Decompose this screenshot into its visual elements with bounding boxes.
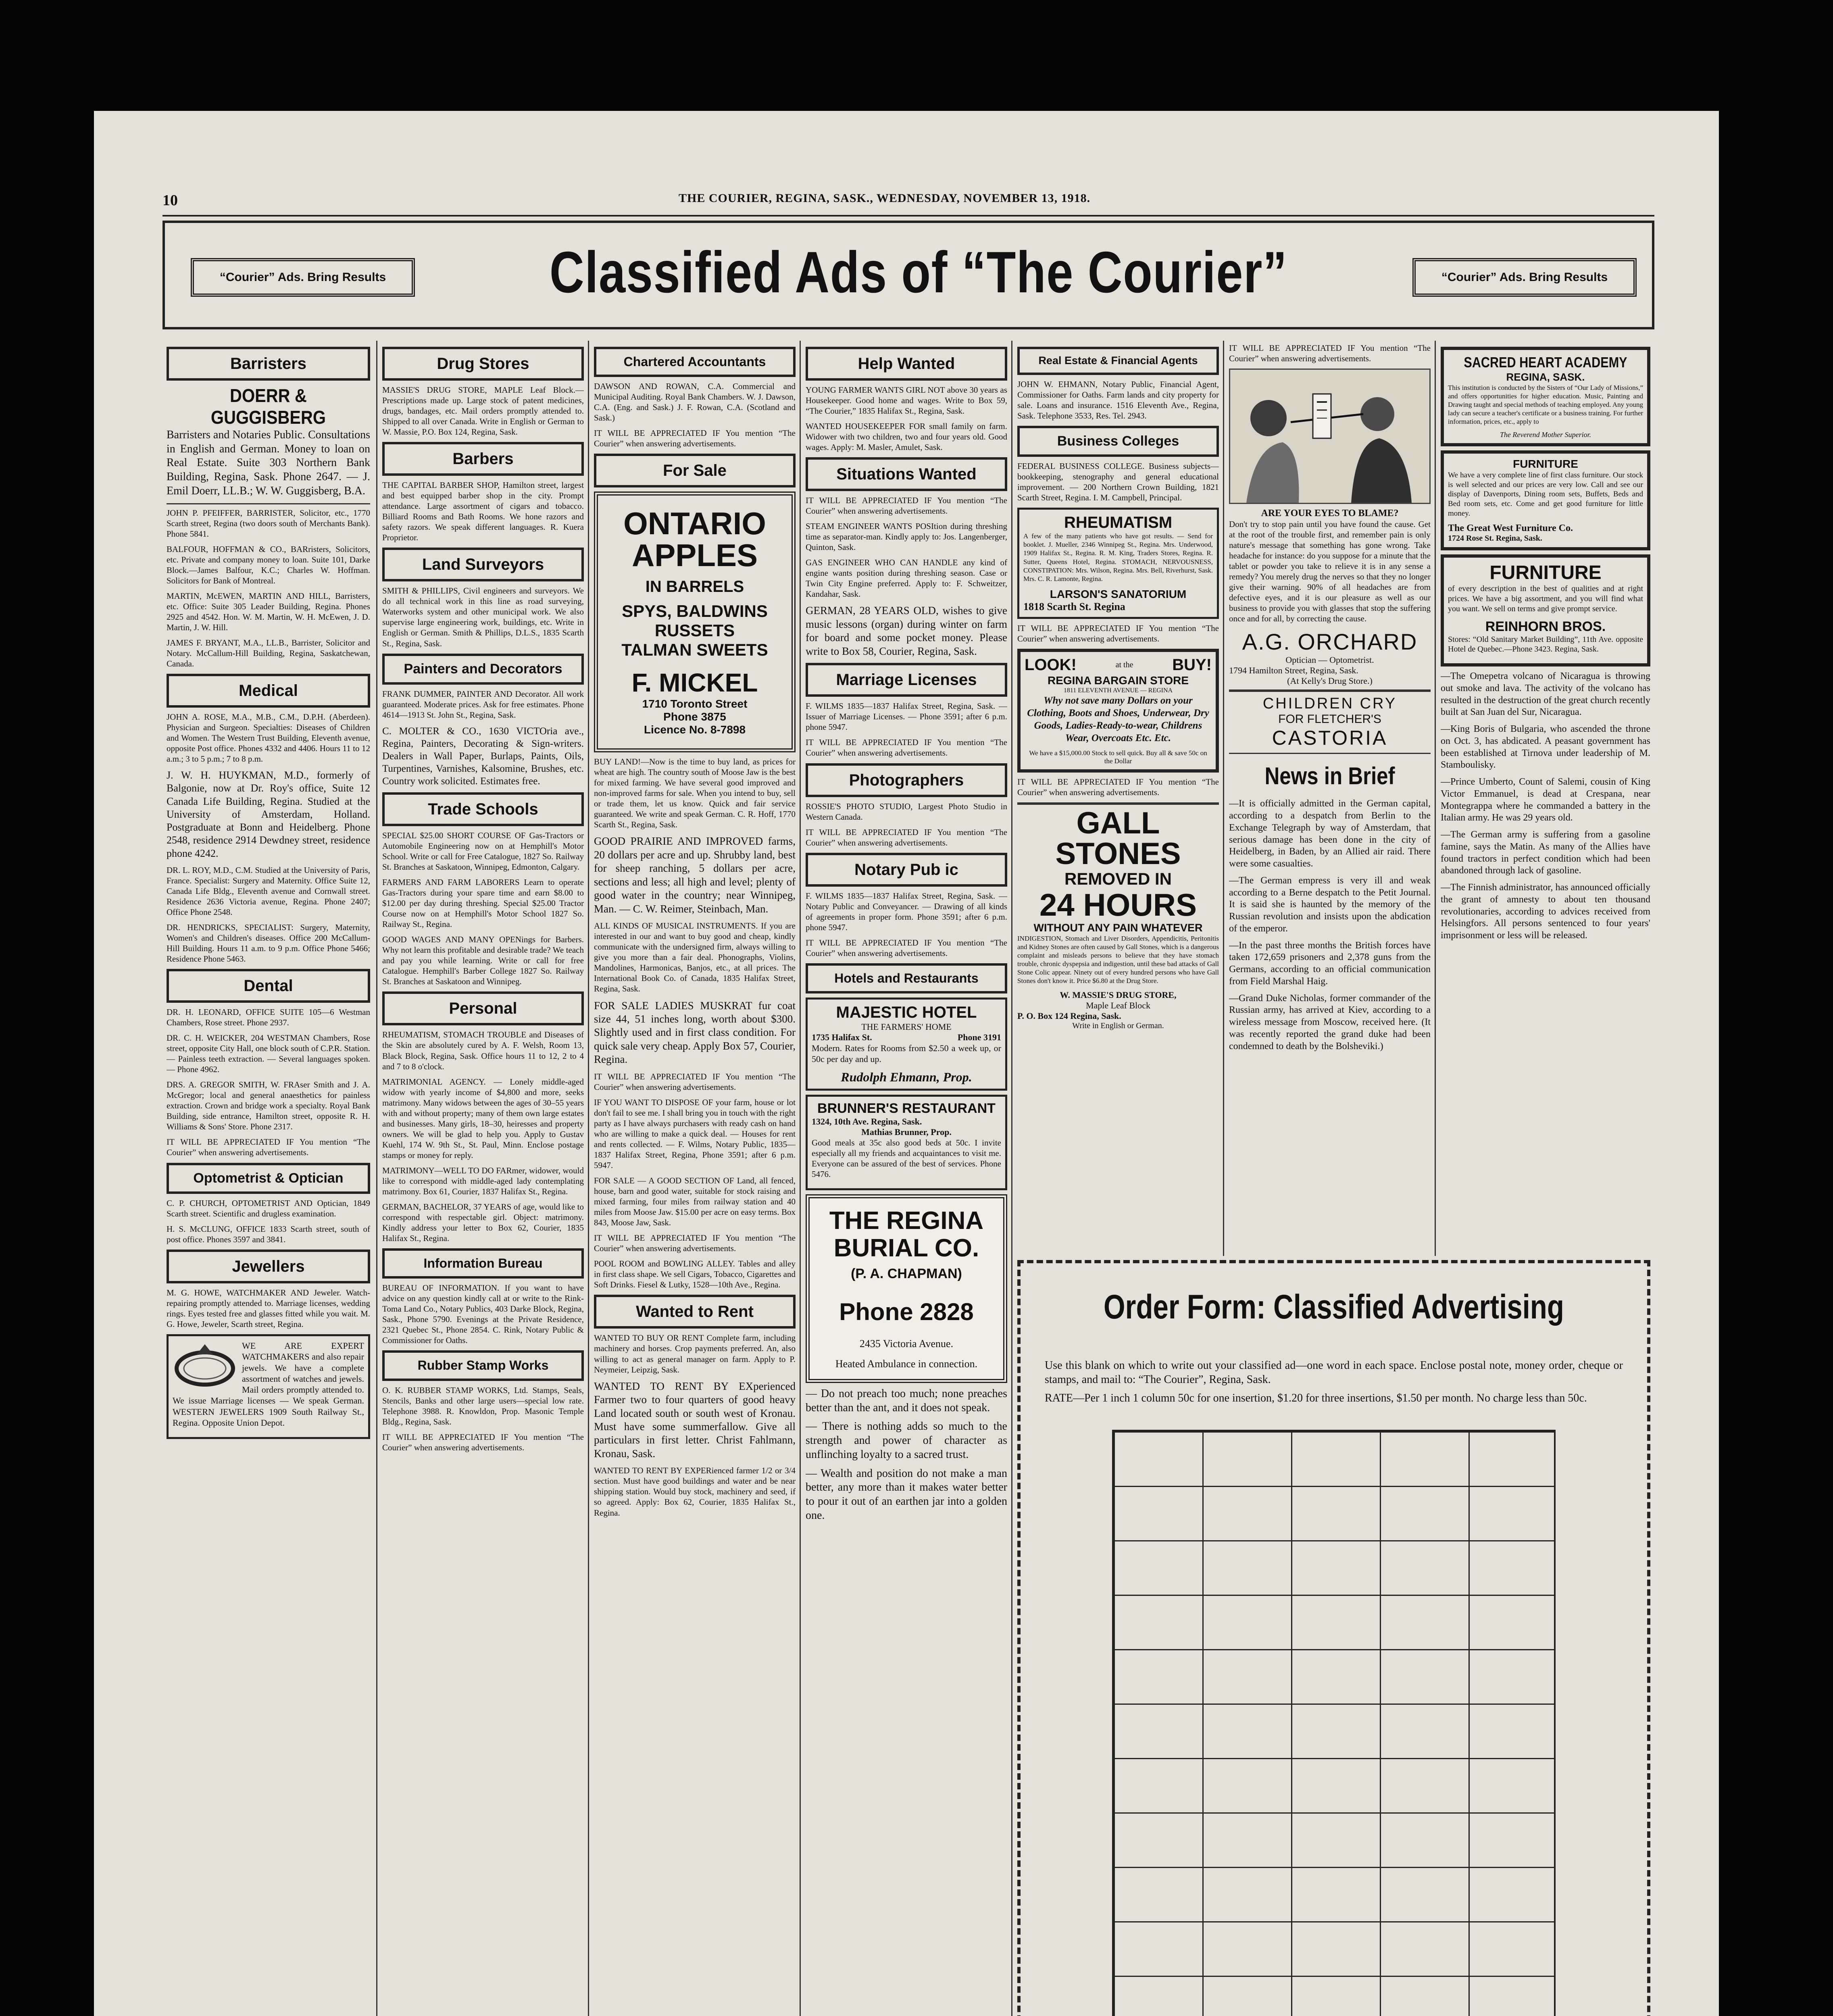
column-rule — [800, 341, 801, 2016]
reinhorn-furniture-ad — [1441, 554, 1650, 666]
mickel-licence: Licence No. 8-7898 — [644, 723, 746, 736]
sacred-heart-ad — [1441, 347, 1650, 446]
column-rule — [588, 341, 589, 2016]
pfeiffer-ad: JOHN P. PFEIFFER, BARRISTER, Solicitor, etc., 1770 Scarth street, Regina (two doors south of Merchants Bank). Phone 5841. — [167, 508, 370, 539]
steam-engineer-ad: STEAM ENGINEER WANTS POSItion during threshing time as separator-man. Kindly apply to: Jos. Langenberger, Quinton, Sask. — [806, 521, 1007, 552]
eyes-text: Don't try to stop pain until you have found the cause. Get at the root of the trouble first, and remember pain is only nature's message that something has gone wrong. Take headache for instance: do you suppose for a minute that the tablet or powder you take to relieve it is in any sense a remedy? You merely drug the nerves so that they no longer give their warning. 90% of all headaches are from defective eyes, and it is our pleasure as well as our business to provide you with glasses that stop the suffering once and for all, by correcting the cause. — [1229, 519, 1431, 624]
removed-in-line: REMOVED IN — [1064, 869, 1172, 888]
business-colleges-heading: Business Colleges — [1017, 426, 1219, 457]
russets-line: RUSSETS — [654, 621, 735, 640]
column-7 — [1441, 343, 1650, 1256]
separator — [167, 503, 370, 504]
appreciated-note: IT WILL BE APPRECIATED IF You mention “The Courier” when answering advertisements. — [1229, 343, 1431, 364]
pool-room-ad: POOL ROOM and BOWLING ALLEY. Tables and alley in first class shape. We sell Cigars, Tobacco, Cigarettes and Soft Drinks. Fiesel & Lutky, 1528—10th Ave., Regina. — [594, 1259, 796, 1290]
huykman-ad: J. W. H. HUYKMAN, M.D., formerly of Balgonie, now at Dr. Roy's office, Suite 12 Canada Life Building, Regina. Studied at the University of Amsterdam, Holland. Postgraduate at Bonn and Heidelberg. Phone 2548, residence 2914 Dewdney street, residence phone 4242. — [167, 769, 370, 859]
gall-massie: W. MASSIE'S DRUG STORE, — [1060, 990, 1177, 1000]
martin-ad: MARTIN, McEWEN, MARTIN AND HILL, Barristers, etc. Office: Suite 305 Leader Building, Regina. Phones 2925 and 4542. Hon. W. M. Martin, W. H. McEwen, J. D. Martin, J. W. Hill. — [167, 591, 370, 632]
bryant-ad: JAMES F. BRYANT, M.A., LL.B., Barrister, Solicitor and Notary. McCallum-Hill Building, Regina, Saskatchewan, Canada. — [167, 637, 370, 669]
appreciated-note: IT WILL BE APPRECIATED IF You mention “The Courier” when answering advertisements. — [167, 1137, 370, 1158]
gall-text: INDIGESTION, Stomach and Liver Disorders, Appendicitis, Peritonitis and Kidney Stones are often caused by Gall Stones, which is a dangerous complaint and misleads persons to believe that they have stomach trouble, chronic dyspepsia and indigestion, until these bad attacks of Gall Stone Colic appear. Ninety out of every hundred persons who have Gall Stones don't know it. Price $6.80 at the Drug Store. — [1017, 934, 1219, 985]
notary-heading: Notary Pub ic — [806, 853, 1007, 887]
dateline: THE COURIER, REGINA, SASK., WEDNESDAY, NOVEMBER 13, 1918. — [679, 192, 1091, 205]
howe-ad: M. G. HOWE, WATCHMAKER AND Jeweler. Watch-repairing promptly attended to. Marriage licenses, wedding rings. Eyes tested free and glasses fitted while you wait. M. G. Howe, Jeweler, Scarth street, Regina. — [167, 1288, 370, 1329]
prairie-ad: GOOD PRAIRIE AND IMPROVED farms, 20 dollars per acre and up. Shrubby land, best for sheep ranching, 5 dollars per acre, sections and less; all high and level; plenty of good water in the country; near Winnipeg, Man. — C. W. Reimer, Steinbach, Man. — [594, 835, 796, 915]
weicker-ad: DR. C. H. WEICKER, 204 WESTMAN Chambers, Rose street, opposite City Hall, one block south of C.P.R. Station. — Painless teeth extraction. — Several languages spoken. — Phone 4962. — [167, 1033, 370, 1075]
ehmann-ad: JOHN W. EHMANN, Notary Public, Financial Agent, Commissioner for Oaths. Farm lands and city property for sale. Loans and insurance. 1516 Eleventh Ave., Regina, Sask. Telephone 3533, Res. Tel. 2943. — [1017, 379, 1219, 421]
wilms-notary-ad: F. WILMS 1835—1837 Halifax Street, Regina, Sask. — Notary Public and Conveyancer. — Drawing of all kinds of agreements in proper form. Phone 3591; after 6 p.m. phone 5947. — [806, 891, 1007, 932]
ontario-line: ONTARIO — [623, 506, 766, 541]
jewellers-heading: Jewellers — [167, 1250, 370, 1283]
rose-ad: JOHN A. ROSE, M.A., M.B., C.M., D.P.H. (Aberdeen). Physician and Surgeon. Specialties: Diseases of Children and Women. The Western Trust Building, Eleventh avenue, opposite Post office. Phones 4332 and 4406. Hours 11 to 12 a.m.; 3 to 5 p.m.; 7 to 8 p.m. — [167, 712, 370, 764]
molter-ad: C. MOLTER & CO., 1630 VICTOria ave., Regina, Painters, Decorating & Sign-writers. Dealers in Wall Paper, Burlaps, Paints, Oils, Turpentines, Varnishes, Kalsomine, Brushes, etc. Country work solicited. Estimates free. — [382, 726, 584, 787]
appreciated-note: IT WILL BE APPRECIATED IF You mention “The Courier” when answering advertisements. — [806, 827, 1007, 848]
larson-ad — [1017, 508, 1219, 619]
bargain-header — [1025, 656, 1212, 674]
bargain-store-ad — [1017, 649, 1219, 773]
bargain-store-name: REGINA BARGAIN STORE — [1047, 674, 1189, 687]
news-item-1: —It is officially admitted in the German capital, according to a despatch from Berlin to the Exchange Telegraph by way of Amsterdam, that serious damage has been done in the city of Heidelberg, in Baden, by an Allied air raid. There were some casualties. — [1229, 798, 1431, 869]
column-6 — [1229, 343, 1431, 1256]
orchard-title: Optician — Optometrist. — [1285, 655, 1374, 665]
castoria-line-2: FOR FLETCHER'S — [1278, 712, 1381, 726]
burial-co-ad — [806, 1194, 1007, 1383]
wanted-rent-ad: WANTED TO RENT BY EXperienced Farmer two to four quarters of good heavy Land located south or south west of Kronau. Must have some summerfallow. Give all particulars in first letter. Christ Fahlmann, Kronau, Sask. — [594, 1380, 796, 1460]
separator — [1229, 753, 1431, 754]
order-form — [1017, 1260, 1650, 2016]
burial-name-1: THE REGINA — [829, 1206, 984, 1235]
orchard-address: 1794 Hamilton Street, Regina, Sask. — [1229, 665, 1358, 676]
column-3 — [594, 343, 796, 2016]
furniture-address: 1724 Rose St. Regina, Sask. — [1448, 534, 1542, 543]
matrimonial-ad: MATRIMONIAL AGENCY. — Lonely middle-aged widow with yearly income of $4,800 and more, seeks matrimony. Many widows between the ages of 30–55 years with and without property; many of them own large estates and businesses. Many girls, 18–30, heiresses and property owners. We will be glad to help you. Apply to Gustav Kuehl, 174 W. 9th St., St. Paul, Minn. Enclose postage stamps or money for reply. — [382, 1077, 584, 1160]
24-hours-line: 24 HOURS — [1039, 887, 1197, 923]
news-item-7: —Prince Umberto, Count of Salemi, cousin of King Victor Emmanuel, is dead at Crespana, near Montegrappa where he commanded a battery in the Italian army. He was 29 years old. — [1441, 777, 1650, 823]
doerr-name: DOERR & GUGGISBERG — [210, 385, 326, 428]
majestic-name: MAJESTIC HOTEL — [836, 1004, 977, 1021]
buy-text: BUY! — [1172, 656, 1212, 674]
ontario-apples-ad — [594, 492, 796, 752]
musical-ad: ALL KINDS OF MUSICAL INSTRUMENTS. If you are interested in our and want to buy good and cheap, kindly communicate with the undersigned firm, always willing to give you more than a fair deal. Phonographs, Violins, Mandolines, Harmonicas, Banjos, etc., at all prices. The International Book Co. of Canada, 1835 Halifax Street, Regina, Sask. — [594, 921, 796, 994]
capital-barber-ad: THE CAPITAL BARBER SHOP, Hamilton street, largest and best equipped barber shop in the city. Prompt attendance. Large assortment of cigars and tobacco. Billiard Rooms and Bath Rooms. We hone razors and safety razors. We speak different languages. R. Kuera Proprietor. — [382, 480, 584, 543]
at-text: at the — [1115, 660, 1133, 669]
barristers-heading: Barristers — [167, 347, 370, 381]
news-item-8: —The German army is suffering from a gasoline famine, says the Matin. As many of the Allies have found tractors in perfect condition which had been abandoned through lack of gasoline. — [1441, 829, 1650, 876]
appreciated-note: IT WILL BE APPRECIATED IF You mention “The Courier” when answering advertisements. — [1017, 777, 1219, 797]
news-item-2: —The German empress is very ill and weak according to a Berne despatch to the Petit Journal. It is said she is haunted by the memory of the Russian revolution and insists upon the abdication of the emperor. — [1229, 875, 1431, 934]
dummer-ad: FRANK DUMMER, PAINTER AND Decorator. All work guaranteed. Moderate prices. Ask for free estimates. Phone 4614—1913 St. John St., Regina, Sask. — [382, 689, 584, 720]
info-bureau-heading: Information Bureau — [382, 1248, 584, 1279]
gall-maple: Maple Leaf Block — [1085, 1000, 1151, 1011]
situations-heading: Situations Wanted — [806, 457, 1007, 491]
majestic-hotel-ad — [806, 998, 1007, 1091]
wanted-to-rent-heading: Wanted to Rent — [594, 1295, 796, 1329]
orchard-name: A.G. ORCHARD — [1242, 629, 1418, 655]
bargain-stock: We have a $15,000.00 Stock to sell quick. Buy all & save 50c on the Dollar — [1029, 749, 1207, 765]
mickel-address: 1710 Toronto Street — [642, 698, 748, 710]
apples-line: APPLES — [631, 537, 758, 573]
appreciated-note: IT WILL BE APPRECIATED IF You mention “The Courier” when answering advertisements. — [594, 428, 796, 449]
smith-ad: DRS. A. GREGOR SMITH, W. FRAser Smith and J. A. McGregor; local and general anaesthetics for painless extraction. Crown and bridge work a specialty. Royal Bank Building, side entrance, Hamilton street, opposite R. H. Williams & Sons' Store. Phone 2317. — [167, 1080, 370, 1132]
appreciated-note: IT WILL BE APPRECIATED IF You mention “The Courier” when answering advertisements. — [806, 737, 1007, 758]
optometrist-heading: Optometrist & Optician — [167, 1163, 370, 1194]
order-instructions: Use this blank on which to write out your classified ad—one word in each space. Enclose postal note, money order, cheque or stamps, and mail to: “The Courier”, Regina, Sask. — [1045, 1359, 1623, 1386]
page-number: 10 — [162, 192, 178, 209]
larson-name: LARSON'S SANATORIUM — [1050, 587, 1187, 600]
preach-filler: — Do not preach too much; none preaches better than the ant, and it does not speak. — [806, 1387, 1007, 1414]
hotels-heading: Hotels and Restaurants — [806, 963, 1007, 993]
academy-text: This institution is conducted by the Sisters of “Our Lady of Missions,” and offers opportunities for higher education. Music, Painting and Drawing taught and special methods of teaching employed. Any young lady can secure a teacher's certificate or a business training. For further information, prices, etc., apply to — [1448, 384, 1643, 426]
appreciated-note: IT WILL BE APPRECIATED IF You mention “The Courier” when answering advertisements. — [594, 1233, 796, 1254]
young-farmer-ad: YOUNG FARMER WANTS GIRL NOT above 30 years as Housekeeper. Good home and wages. Write to Box 59, “The Courier,” 1835 Halifax St., Regina, Sask. — [806, 385, 1007, 416]
wanted-buy-ad: WANTED TO BUY OR RENT Complete farm, including machinery and horses. Crop payments preferred. An, also willing to act as general manager on farm. Apply to P. Neymeier, Leipzig, Sask. — [594, 1333, 796, 1375]
church-ad: C. P. CHURCH, OPTOMETRIST AND Optician, 1849 Scarth street. Scientific and drugless examination. — [167, 1198, 370, 1218]
land-surveyors-heading: Land Surveyors — [382, 548, 584, 581]
academy-city: REGINA, SASK. — [1506, 371, 1585, 383]
western-jewelers-text: WE ARE EXPERT WATCHMAKERS and also repair jewels. We have a complete assortment of watches and jewels. Mail orders promptly attended to. We issue Marriage licenses — We speak German. WESTERN JEWELERS 1909 South Railway St., Regina. Opposite Union Depot. — [173, 1341, 364, 1428]
wilms-marriage-ad: F. WILMS 1835—1837 Halifax Street, Regina, Sask. — Issuer of Marriage Licenses. — Phone 3591; after 6 p.m. phone 5947. — [806, 701, 1007, 732]
matrimony-ad: MATRIMONY—WELL TO DO FARmer, widower, would like to correspond with middle-aged lady contemplating matrimony. Box 61, Courier, 1837 Halifax St., Regina. — [382, 1165, 584, 1196]
gall-box: P. O. Box 124 Regina, Sask. — [1017, 1011, 1121, 1021]
larson-address: 1818 Scarth St. Regina — [1023, 600, 1125, 612]
brunner-text: Good meals at 35c also good beds at 50c. I invite especially all my friends and acquaintances to visit me. Everyone can be assured of the best of services. Phone 5476. — [812, 1137, 1001, 1179]
burial-ambulance: Heated Ambulance in connection. — [835, 1358, 978, 1370]
separator — [1229, 689, 1431, 692]
without-pain-line: WITHOUT ANY PAIN WHATEVER — [1033, 921, 1203, 934]
good-wages-ad: GOOD WAGES AND MANY OPENings for Barbers. Why not learn this profitable and desirable trade? We teach and pay you while learning. Write or call for free Catalogue. Hemphill's Barber College 1827 So. Railway St. Branches at Saskatoon and Winnipeg. — [382, 935, 584, 987]
nothing-filler: — There is nothing adds so much to the strength and power of character as unflinching loyalty to a sacred trust. — [806, 1420, 1007, 1461]
reinhorn-text: Stores: “Old Sanitary Market Building”, 11th Ave. opposite Hotel de Quebec.—Phone 3423. Regina, Sask. — [1448, 635, 1643, 654]
order-grid — [1112, 1430, 1556, 2016]
separator — [1017, 802, 1219, 805]
left-badge — [191, 258, 415, 297]
wanted-experienced-ad: WANTED TO RENT BY EXPERienced farmer 1/2 or 3/4 section. Must have good buildings and water and be near shipping station. Would buy stock, machinery and seed, if so agreed. Apply: Box 62, Courier, 1835 Halifax St., Regina. — [594, 1466, 796, 1518]
news-item-6: —King Boris of Bulgaria, who ascended the throne on Oct. 3, has abdicated. A peasant government has been established at Tirnova under leadership of M. Stamboulisky. — [1441, 724, 1650, 771]
eyes-title: ARE YOUR EYES TO BLAME? — [1261, 508, 1399, 519]
doerr-ad: Barristers and Notaries Public. Consultations in English and German. Money to loan on Real Estate. Suite 303 Northern Bank Building, Regina, Sask. Phone 2647. — J. Emil Doerr, LL.B.; W. W. Guggisberg, B.A. — [167, 429, 370, 497]
gas-engineer-ad: GAS ENGINEER WHO CAN HANDLE any kind of engine wants position during threshing season. Case or Twin City Engine preferred. Apply to: F. Schweitzer, Kandahar, Sask. — [806, 558, 1007, 599]
dental-heading: Dental — [167, 969, 370, 1003]
muskrat-ad: FOR SALE LADIES MUSKRAT fur coat size 44, 51 inches long, worth about $300. Slightly used and in first class condition. For quick sale very cheap. Apply Box 57, Courier, Regina. — [594, 999, 796, 1066]
dispose-ad: IF YOU WANT TO DISPOSE OF your farm, house or lot don't fail to see me. I shall bring you in touch with the right party as I have always purchasers with ready cash on hand who are willing to make a quick deal. — Houses for rent and rents collected. — F. Wilms, Notary Public, 1835—1837 Halifax Street, Regina, Phone 3591; after 6 p.m. 5947. — [594, 1097, 796, 1170]
academy-signature: The Reverend Mother Superior. — [1500, 431, 1591, 439]
majestic-sub: THE FARMERS' HOME — [861, 1022, 952, 1032]
appreciated-note: IT WILL BE APPRECIATED IF You mention “The Courier” when answering advertisements. — [1017, 623, 1219, 644]
majestic-address — [812, 1032, 1001, 1043]
medical-heading: Medical — [167, 674, 370, 708]
rubber-stamp-ad: O. K. RUBBER STAMP WORKS, Ltd. Stamps, Seals, Stencils, Banks and other large users—special low rate. Telephone 3988. R. Knowldon, Prop. Masonic Temple Bldg., Regina, Sask. — [382, 1385, 584, 1427]
drug-stores-heading: Drug Stores — [382, 347, 584, 381]
barrels-line: IN BARRELS — [645, 578, 744, 596]
majestic-addr: 1735 Halifax St. — [812, 1032, 872, 1042]
furniture-title: FURNITURE — [1513, 458, 1578, 471]
majestic-phone: Phone 3191 — [957, 1032, 1001, 1042]
rubber-stamp-heading: Rubber Stamp Works — [382, 1350, 584, 1381]
balfour-ad: BALFOUR, HOFFMAN & CO., BARristers, Solicitors, etc. Private and company money to loan. Suite 101, Darke Block.—James Balfour, K.C.; Charles W. Hoffman. Solicitors for Bank of Montreal. — [167, 544, 370, 585]
news-item-5: —The Omepetra volcano of Nicaragua is throwing out smoke and lava. The activity of the volcano has resulted in the destruction of the great church recently built at San Juan del Sur, Nicaragua. — [1441, 671, 1650, 718]
bargain-script: Why not save many Dollars on your Clothing, Boots and Shoes, Underwear, Dry Goods, Ladies-Ready-to-wear, Childrens Wear, Overcoats Etc. Etc. — [1027, 695, 1209, 744]
news-item-4: —Grand Duke Nicholas, former commander of the Russian army, has arrived at Kiev, according to a wireless message from Moscow, received here. (It was recently reported the grand duke had been condemned to death by the Bolsheviki.) — [1229, 993, 1431, 1052]
order-rate: RATE—Per 1 inch 1 column 50c for one insertion, $1.20 for three insertions, $1.50 per month. No charge less than 50c. — [1045, 1392, 1587, 1405]
column-rule — [376, 341, 377, 2016]
appreciated-note: IT WILL BE APPRECIATED IF You mention “The Courier” when answering advertisements. — [806, 496, 1007, 516]
help-wanted-heading: Help Wanted — [806, 347, 1007, 381]
column-rule — [1435, 341, 1436, 1256]
mickel-phone: Phone 3875 — [663, 710, 726, 723]
column-rule — [1223, 341, 1224, 1256]
housekeeper-ad: WANTED HOUSEKEEPER FOR small family on farm. Widower with two children, two and four years old. Good wages. Apply: M. Masler, Amulet, Sask. — [806, 421, 1007, 452]
majestic-owner: Rudolph Ehmann, Prop. — [841, 1069, 972, 1084]
photographers-heading: Photographers — [806, 763, 1007, 797]
bachelor-ad: GERMAN, BACHELOR, 37 YEARS of age, would like to correspond with respectable girl. Object: matrimony. Kindly address your letter to Box 62, Courier, 1835 Halifax St., Regina. — [382, 1202, 584, 1243]
farmers-ad: FARMERS AND FARM LABORERS Learn to operate Gas-Tractors during your spare time and earn $8.00 to $12.00 per day during threshing. Special $25.00 Tractor Course now on at Hemphill's Motor School 1827 So. Railway St., Regina. — [382, 877, 584, 929]
reinhorn-name: REINHORN BROS. — [1485, 619, 1606, 634]
brunner-ad — [806, 1095, 1007, 1190]
talman-line: TALMAN SWEETS — [621, 640, 768, 660]
great-west-furniture-ad — [1441, 450, 1650, 550]
furniture-title-2: FURNITURE — [1489, 562, 1602, 584]
look-text: LOOK! — [1025, 656, 1077, 674]
painters-heading: Painters and Decorators — [382, 654, 584, 685]
roy-ad: DR. L. ROY, M.D., C.M. Studied at the University of Paris, France. Specialist: Surgery and Maternity. Office Suite 12, Canada Life Bldg., Eleventh avenue and Cornwall street. Residence 2636 Victoria avenue, Regina. Phone 2407; Office Phone 2548. — [167, 865, 370, 917]
marriage-licenses-heading: Marriage Licenses — [806, 663, 1007, 697]
smith-phillips-ad: SMITH & PHILLIPS, Civil engineers and surveyors. We do all technical work in this line as road surveying, Waterworks system and other municipal work. We also supervise large engineering work, buildings, etc. Write in English or German. Smith & Phillips, D.L.S., 1835 Scarth St., Regina, Sask. — [382, 586, 584, 648]
mcclung-ad: H. S. McCLUNG, OFFICE 1833 Scarth street, south of post office. Phones 3597 and 3841. — [167, 1224, 370, 1244]
order-form-title: Order Form: Classified Advertising — [1104, 1288, 1564, 1326]
spys-line: SPYS, BALDWINS — [622, 602, 768, 621]
buy-land-ad: BUY LAND!—Now is the time to buy land, as prices for wheat are high. The country south of Moose Jaw is the best for mixed farming. We have several good improved and non-improved farms for sale. When you intend to buy, sell or trade them, let us know. Quick and fair service guaranteed. We write and speak German. C. R. Hoff, 1770 Scarth St., Regina, Sask. — [594, 757, 796, 830]
brunner-prop: Mathias Brunner, Prop. — [861, 1127, 952, 1137]
hendricks-ad: DR. HENDRICKS, SPECIALIST: Surgery, Maternity, Women's and Children's diseases. Office 200 McCallum-Hill Building. Hours 11 a.m. to 9 p.m. Office Phone 5466; Residence Phone 5463. — [167, 922, 370, 964]
for-sale-heading: For Sale — [594, 454, 796, 487]
news-item-3: —In the past three months the British forces have taken 172,659 prisoners and 2,378 guns from the Germans, according to an official communication from Field Marshal Haig. — [1229, 940, 1431, 987]
furniture-text-2: of every description in the best of qualities and at right prices. We have a big assortment, and you will find what you want. We sell on terms and give prompt service. — [1448, 584, 1643, 613]
western-jewelers-ad — [167, 1334, 370, 1439]
column-rule — [1011, 341, 1012, 2016]
gall-write: Write in English or German. — [1072, 1021, 1164, 1031]
appreciated-note: IT WILL BE APPRECIATED IF You mention “The Courier” when answering advertisements. — [382, 1432, 584, 1452]
trade-schools-heading: Trade Schools — [382, 792, 584, 826]
wealth-filler: — Wealth and position do not make a man better, any more than it makes water better to pour it out of an earthen jar into a golden one. — [806, 1467, 1007, 1522]
rossie-ad: ROSSIE'S PHOTO STUDIO, Largest Photo Studio in Western Canada. — [806, 801, 1007, 822]
bargain-address: 1811 ELEVENTH AVENUE — REGINA — [1063, 687, 1173, 694]
leonard-ad: DR. H. LEONARD, OFFICE SUITE 105—6 Westman Chambers, Rose street. Phone 2937. — [167, 1007, 370, 1028]
burial-phone: Phone 2828 — [839, 1298, 974, 1326]
column-4 — [806, 343, 1007, 2016]
accountants-heading: Chartered Accountants — [594, 347, 796, 377]
gall-stones-line: GALL STONES — [1055, 806, 1181, 871]
appreciated-note: IT WILL BE APPRECIATED IF You mention “The Courier” when answering advertisements. — [594, 1071, 796, 1092]
right-badge — [1412, 258, 1637, 297]
orchard-at: (At Kelly's Drug Store.) — [1287, 676, 1373, 686]
burial-chapman: (P. A. CHAPMAN) — [851, 1266, 962, 1282]
castoria-line-1: CHILDREN CRY — [1262, 695, 1397, 712]
news-heading: News in Brief — [1264, 762, 1395, 790]
real-estate-heading: Real Estate & Financial Agents — [1017, 347, 1219, 375]
brunner-address: 1324, 10th Ave. Regina, Sask. — [812, 1116, 922, 1127]
dawson-ad: DAWSON AND ROWAN, C.A. Commercial and Municipal Auditing. Royal Bank Chambers. W. J. Dawson, C.A. (Eng. and Sask.) J. F. Rowan, C.A. (Scotland and Sask.) — [594, 381, 796, 423]
newspaper-page — [94, 111, 1719, 2016]
castoria-line-3: CASTORIA — [1272, 727, 1388, 750]
ring-illustration — [173, 1340, 237, 1389]
column-2 — [382, 343, 584, 2016]
majestic-text: Modern. Rates for Rooms from $2.50 a week up, or 50c per day and up. — [812, 1043, 1001, 1064]
rheumatism-title: RHEUMATISM — [1064, 514, 1173, 532]
brunner-name: BRUNNER'S RESTAURANT — [817, 1100, 996, 1116]
rheumatism-text: A few of the many patients who have got results. — Send for booklet. J. Mueller, 2346 Winnipeg St., Regina. Mrs. Underwood, 1909 Halifax St., Regina. R. M. King, Traders Stores, Regina. R. Sutter, Queens Hotel, Regina. STOMACH, NERVOUSNESS, CONSTIPATION: Mrs. Wilson, Regina. Mrs. Bell, Riverhurst, Sask. Mrs. C. R. Lamonte, Regina. — [1023, 532, 1213, 583]
eye-exam-illustration — [1229, 369, 1431, 504]
special-course-ad: SPECIAL $25.00 SHORT COURSE OF Gas-Tractors or Automobile Engineering now on at Hemphill's Motor School. Write or call for Free Catalogue, 1827 So. Railway St. Branches at Saskatoon, Winnipeg, Edmonton, Calgary. — [382, 831, 584, 872]
bureau-ad: BUREAU OF INFORMATION. If you want to have advice on any question kindly call at or write to the Rink-Toma Land Co., Notary Publics, 403 Darke Block, Regina, Sask., Phone 5790. Evenings at the Private Residence, 2321 Quebec St., Phone 2854. C. Rink, Notary Public & Commissioner for Oaths. — [382, 1283, 584, 1345]
column-5 — [1017, 343, 1219, 1256]
furniture-text: We have a very complete line of first class furniture. Our stock is well selected and our prices are very low. Call and see our display of Davenports, Dining room sets, Buffets, Beds and Bed room sets, etc. Come and get good furniture for little money. — [1448, 471, 1643, 518]
german-lessons-ad: GERMAN, 28 YEARS OLD, wishes to give music lessons (organ) during winter on farm for board and some pocket money. Please write to Box 58, Courier, Regina, Sask. — [806, 604, 1007, 657]
page-title: Classified Ads of “The Courier” — [549, 240, 1288, 305]
right-badge-text: “Courier” Ads. Bring Results — [1441, 271, 1608, 284]
appreciated-note: IT WILL BE APPRECIATED IF You mention “The Courier” when answering advertisements. — [806, 937, 1007, 958]
masthead-rule — [162, 215, 1654, 217]
rheumatism-ad: RHEUMATISM, STOMACH TROUBLE and Diseases of the Skin are absolutely cured by A. F. Welsh, Room 13, Black Block, Regina, Sask. Office hours 11 to 12, 2 to 4 and 7 to 8 o'clock. — [382, 1030, 584, 1071]
federal-college-ad: FEDERAL BUSINESS COLLEGE. Business subjects—bookkeeping, stenography and general educational improvement. — 200 Northern Crown Building, 1821 Scarth Street, Regina. I. M. Campbell, Principal. — [1017, 461, 1219, 503]
mickel-name: F. MICKEL — [631, 668, 758, 698]
academy-title: SACRED HEART ACADEMY — [1464, 354, 1627, 371]
furniture-company: The Great West Furniture Co. — [1448, 523, 1573, 534]
barbers-heading: Barbers — [382, 442, 584, 476]
massie-ad: MASSIE'S DRUG STORE, MAPLE Leaf Block.—Prescriptions made up. Large stock of patent medicines, drugs, bandages, etc. Mail orders promptly attended to. Shipped to all over Canada. Write in English or German to W. Massie, P.O. Box 124, Regina, Sask. — [382, 385, 584, 437]
section-ad: FOR SALE — A GOOD SECTION OF Land, all fenced, house, barn and good water, suitable for stock raising and mixed farming, four miles from railway station and 40 miles from Moose Jaw. $15.00 per acre on easy terms. Box 843, Moose Jaw, Sask. — [594, 1176, 796, 1228]
personal-heading: Personal — [382, 991, 584, 1025]
column-1 — [167, 343, 370, 2016]
burial-name-2: BURIAL CO. — [833, 1234, 979, 1262]
left-badge-text: “Courier” Ads. Bring Results — [219, 271, 386, 284]
burial-address: 2435 Victoria Avenue. — [859, 1338, 954, 1350]
news-item-9: —The Finnish administrator, has announced officially the grant of amnesty to about ten thousand revolutionaries, according to advices received from Helsingfors. All persons sentenced to four years' imprisonment or less will be released. — [1441, 882, 1650, 941]
